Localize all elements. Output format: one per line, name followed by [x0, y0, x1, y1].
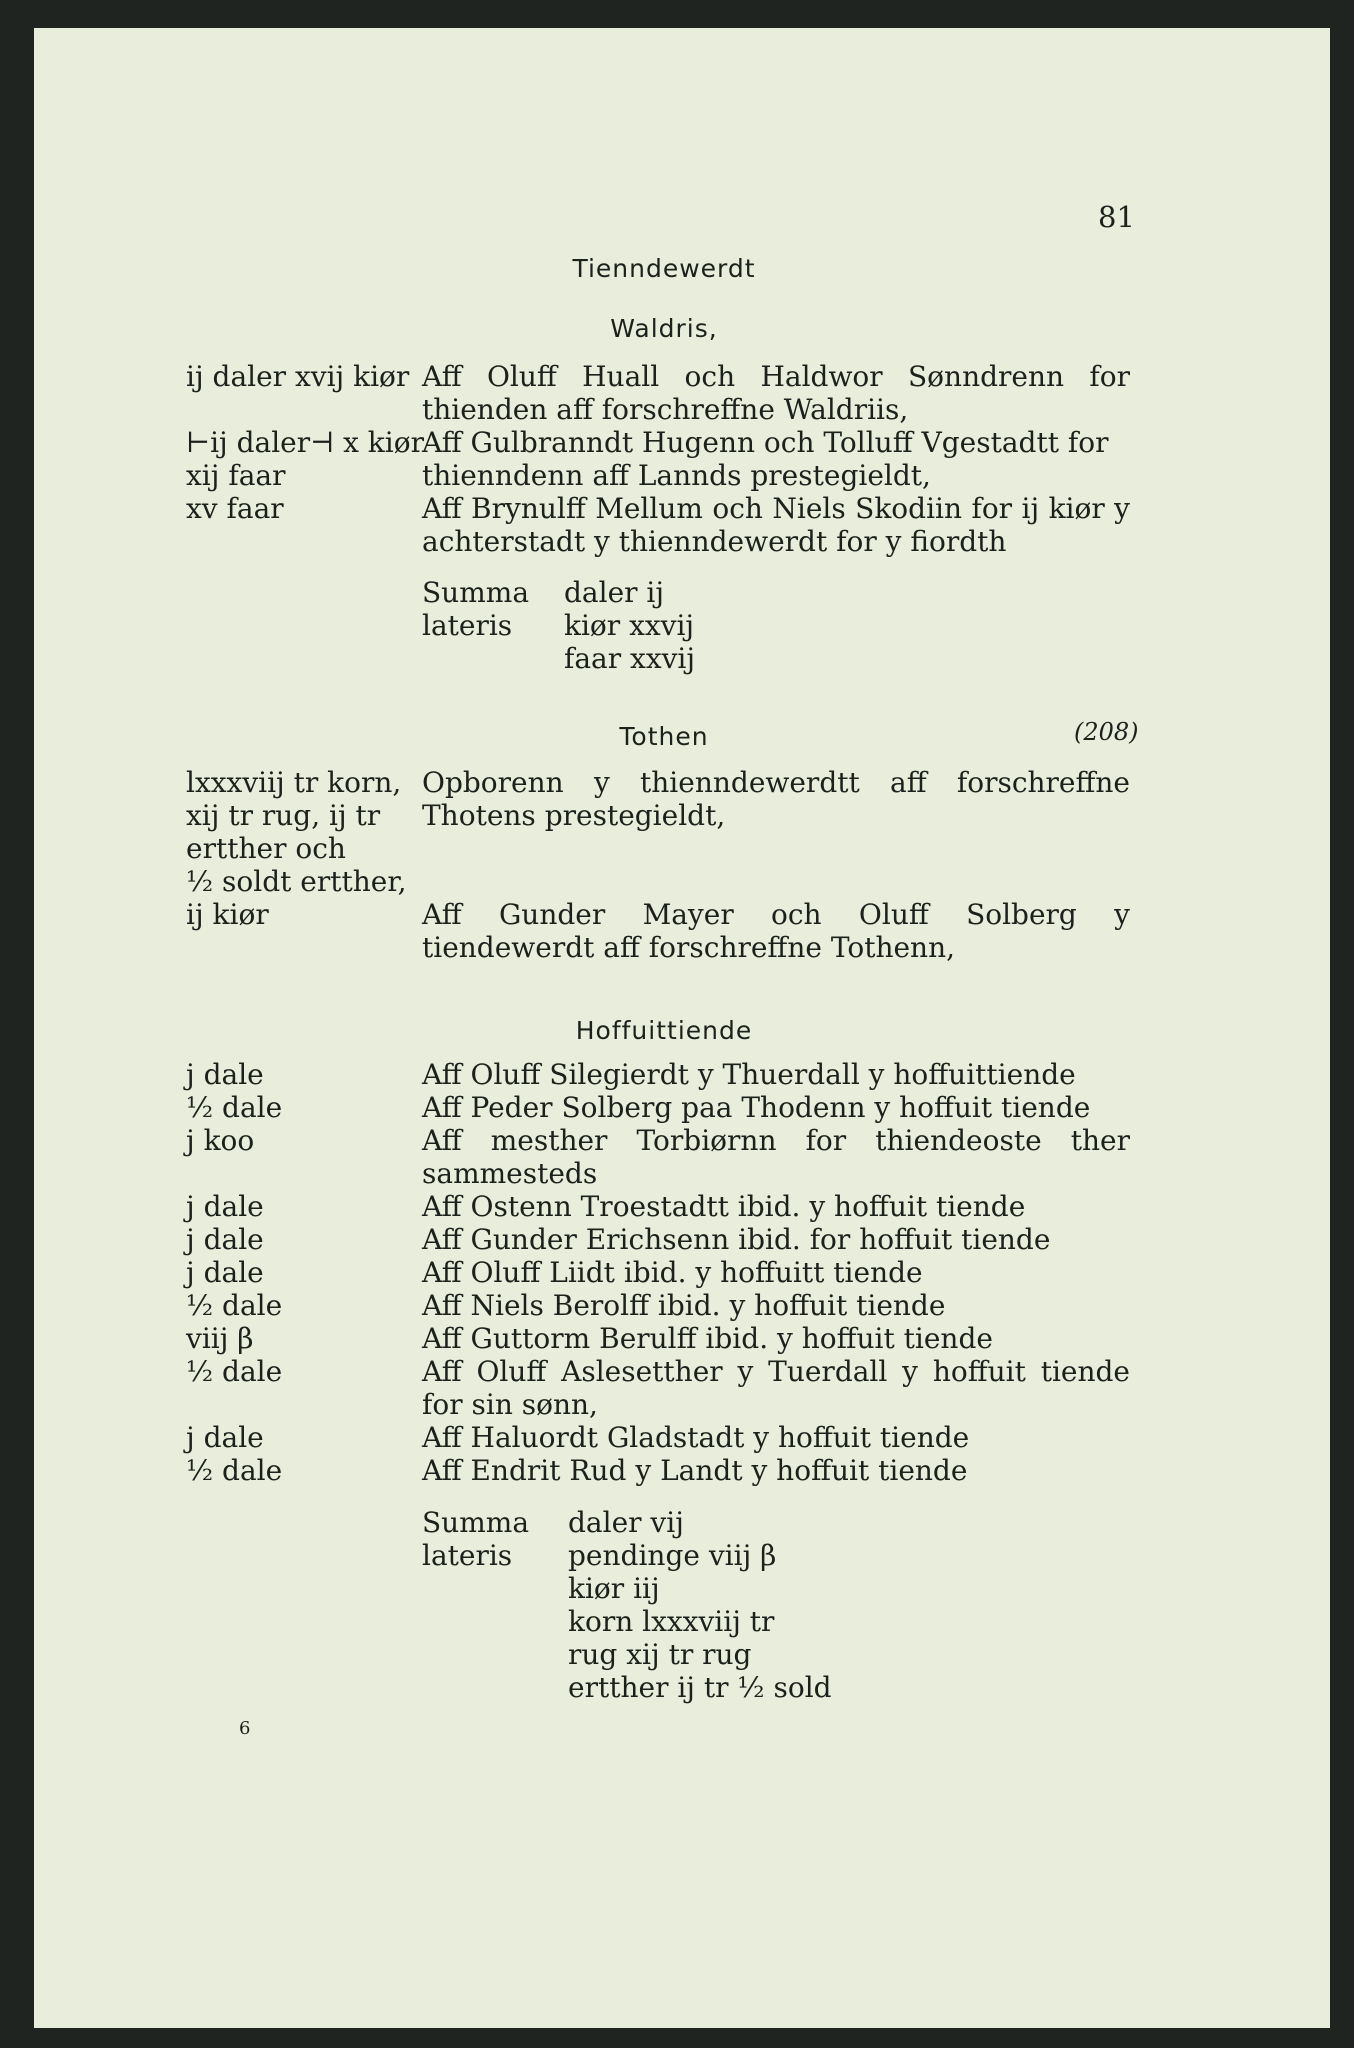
entry-text: Aff Endrit Rud y Landt y hoffuit tiende — [422, 1454, 968, 1487]
entry-text: Aff Gunder Erichsenn ibid. for hoffuit tiende — [422, 1223, 1051, 1256]
summa-line: korn lxxxviij tr — [568, 1605, 775, 1638]
summa-line: kiør xxvij — [564, 609, 695, 642]
summa-line: kiør iij — [568, 1572, 660, 1605]
entry-amount: j dale — [186, 1190, 264, 1223]
lateris-label: lateris — [422, 1539, 513, 1572]
summa-line: pendinge viij β — [568, 1539, 777, 1572]
entry-text: Aff Oluff Liidt ibid. y hoffuitt tiende — [422, 1256, 923, 1289]
summa-label: Summa — [422, 1506, 530, 1539]
section-title-tienndewerdt: Tienndewerdt — [572, 254, 756, 283]
entry-text: Aff Gulbranndt Hugenn och Tolluff Vgestadtt for — [422, 426, 1109, 459]
entry-amount: j dale — [186, 1058, 264, 1091]
summa-line: rug xij tr rug — [568, 1638, 752, 1671]
entry-text: Aff Oluff Aslesetther y Tuerdall y hoffuit tiende for sin sønn, — [422, 1355, 1130, 1421]
entry-text: Opborenn y thienndewerdtt aff forschreffne Thotens prestegieldt, — [422, 766, 1130, 832]
entry-amount: ij kiør — [186, 898, 269, 931]
entry-amount: j dale — [186, 1223, 264, 1256]
entry-amount: j koo — [186, 1124, 255, 1157]
entry-text: Aff mesther Torbiørnn for thiendeoste ther sammesteds — [422, 1124, 1130, 1190]
entry-amount: lxxxviij tr korn, — [186, 766, 402, 799]
document-page — [34, 28, 1330, 2028]
lateris-label: lateris — [422, 609, 513, 642]
section-title-tothen: Tothen — [619, 722, 709, 751]
summa-line: daler ij — [564, 576, 665, 609]
entry-amount: j dale — [186, 1421, 264, 1454]
entry-amount: ij daler xvij kiør — [186, 360, 410, 393]
entry-text: Aff Gunder Mayer och Oluff Solberg y tiendewerdt aff forschreffne Tothenn, — [422, 898, 1130, 964]
entry-amount: ½ dale — [186, 1454, 283, 1487]
entry-amount: xv faar — [186, 492, 284, 525]
entry-text: Aff Oluff Silegierdt y Thuerdall y hoffuittiende — [422, 1058, 1076, 1091]
entry-text: Aff Brynulff Mellum och Niels Skodiin for ij kiør y achterstadt y thienndewerdt for y fiordth — [422, 492, 1130, 558]
entry-text: Aff Ostenn Troestadtt ibid. y hoffuit tiende — [422, 1190, 1026, 1223]
entry-text: Aff Peder Solberg paa Thodenn y hoffuit tiende — [422, 1091, 1091, 1124]
entry-amount: ½ dale — [186, 1289, 283, 1322]
signature-mark: 6 — [239, 1718, 251, 1739]
entry-amount: xij tr rug, ij tr — [186, 799, 381, 832]
entry-amount: j dale — [186, 1256, 264, 1289]
summa-label: Summa — [422, 576, 530, 609]
summa-line: faar xxvij — [564, 642, 696, 675]
entry-text: Aff Guttorm Berulff ibid. y hoffuit tiende — [422, 1322, 993, 1355]
page-reference: (208) — [1074, 718, 1139, 746]
entry-amount: ½ dale — [186, 1091, 283, 1124]
summa-line: ertther ij tr ½ sold — [568, 1671, 832, 1704]
summa-line: daler vij — [568, 1506, 684, 1539]
entry-amount: ⊢ij daler⊣ x kiør — [186, 426, 424, 459]
entry-text: Aff Niels Berolff ibid. y hoffuit tiende — [422, 1289, 946, 1322]
entry-amount: xij faar — [186, 459, 286, 492]
page-number: 81 — [1098, 200, 1135, 234]
section-title-hoffuittiende: Hoffuittiende — [575, 1016, 753, 1045]
entry-amount: ½ soldt ertther, — [186, 865, 407, 898]
section-subtitle-waldris: Waldris, — [610, 314, 718, 343]
entry-amount: ½ dale — [186, 1355, 283, 1388]
entry-amount: viij β — [186, 1322, 254, 1355]
entry-text: thienndenn aff Lannds prestegieldt, — [422, 459, 931, 492]
entry-amount: ertther och — [186, 832, 346, 865]
entry-text: Aff Oluff Huall och Haldwor Sønndrenn for thienden aff forschreffne Waldriis, — [422, 360, 1130, 426]
entry-text: Aff Haluordt Gladstadt y hoffuit tiende — [422, 1421, 970, 1454]
